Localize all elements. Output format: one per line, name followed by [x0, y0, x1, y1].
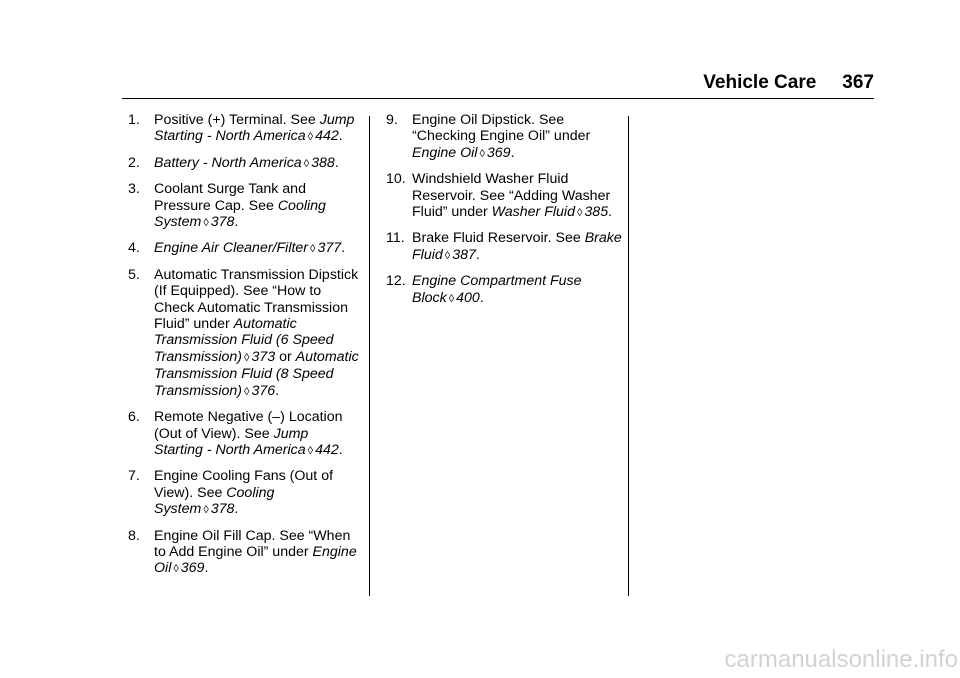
- item-description: Remote Negative (–) Location (Out of View). See: [154, 409, 343, 442]
- list-item: [128, 181, 360, 231]
- item-text: [412, 230, 622, 262]
- page-reference[interactable]: 378: [210, 501, 235, 518]
- item-number: 9.: [386, 112, 398, 128]
- page-reference[interactable]: 442: [315, 128, 339, 145]
- list-item: [128, 267, 360, 400]
- item-number: 2.: [128, 154, 140, 171]
- item-period: .: [275, 382, 280, 399]
- list-item: [128, 112, 360, 146]
- cross-reference-link[interactable]: Jump Starting - North America: [154, 112, 355, 145]
- section-title: Vehicle Care: [703, 72, 817, 93]
- page-ref-icon: ◊: [203, 504, 209, 517]
- cross-reference-link[interactable]: Cooling System: [154, 484, 275, 518]
- item-text: [412, 171, 612, 220]
- page-reference[interactable]: 373: [251, 348, 276, 365]
- item-number: 7.: [128, 468, 140, 485]
- page-ref-icon: ◊: [307, 444, 314, 457]
- page-ref-icon: ◊: [203, 217, 209, 230]
- page-ref-icon: ◊: [173, 563, 179, 576]
- cross-reference-link[interactable]: Engine Compartment Fuse Block: [412, 273, 582, 306]
- item-period: .: [234, 501, 239, 518]
- list-item: [128, 155, 360, 172]
- item-text: [154, 240, 345, 256]
- item-description: Brake Fluid Reservoir. See: [412, 230, 585, 247]
- page-reference[interactable]: 387: [452, 246, 476, 263]
- item-period: .: [510, 144, 515, 161]
- item-period: .: [341, 240, 346, 257]
- item-number: 6.: [128, 409, 140, 426]
- list-item: [386, 230, 622, 264]
- page-reference[interactable]: 377: [317, 240, 342, 257]
- cross-reference-link[interactable]: Automatic Transmission Fluid (6 Speed Transmission): [154, 316, 334, 365]
- item-description: Engine Oil Dipstick. See “Checking Engine Oil” under: [412, 112, 591, 145]
- page-reference[interactable]: 369: [180, 560, 205, 577]
- cross-reference-link[interactable]: Engine Oil: [154, 543, 357, 577]
- page-ref-icon: ◊: [479, 147, 485, 160]
- cross-reference-link[interactable]: Cooling System: [154, 197, 326, 231]
- column-divider-right: [628, 116, 629, 596]
- item-period: .: [334, 154, 339, 171]
- list-item: [128, 528, 360, 578]
- item-number: 4.: [128, 240, 140, 257]
- page-ref-icon: ◊: [303, 157, 310, 170]
- page-reference[interactable]: 388: [311, 154, 335, 171]
- item-description: Windshield Washer Fluid Reservoir. See “Adding Washer Fluid” under: [412, 171, 611, 221]
- page-reference[interactable]: 385: [584, 204, 609, 221]
- cross-reference-link[interactable]: Battery - North America: [154, 154, 302, 171]
- item-text: [154, 528, 357, 577]
- page-ref-icon: ◊: [244, 351, 250, 364]
- item-description: Engine Cooling Fans (Out of View). See: [154, 468, 334, 501]
- cross-reference-link[interactable]: Brake Fluid: [412, 230, 622, 263]
- item-period: .: [479, 289, 484, 306]
- column-left: [128, 112, 360, 587]
- list-item: [386, 273, 622, 307]
- page-ref-icon: ◊: [576, 207, 583, 220]
- item-period: .: [338, 441, 343, 458]
- item-number: 3.: [128, 181, 140, 198]
- column-middle: [386, 112, 622, 316]
- page-reference[interactable]: 369: [486, 144, 511, 161]
- item-text: [412, 112, 590, 161]
- page-header: [703, 72, 874, 94]
- page-number: 367: [842, 72, 874, 93]
- list-item: [128, 409, 360, 459]
- item-text: [154, 155, 339, 171]
- item-description: Coolant Surge Tank and Pressure Cap. See: [154, 181, 306, 214]
- list-item: [128, 240, 360, 257]
- page-ref-icon: ◊: [444, 249, 451, 262]
- item-text: [154, 468, 333, 517]
- item-period: .: [234, 214, 239, 231]
- item-number: 5.: [128, 266, 140, 283]
- cross-reference-link[interactable]: Engine Air Cleaner/Filter: [154, 240, 309, 257]
- cross-reference-link[interactable]: Engine Oil: [412, 144, 478, 161]
- page-ref-icon: ◊: [307, 131, 314, 144]
- item-number: 10.: [386, 171, 406, 188]
- item-number: 8.: [128, 527, 140, 544]
- item-text: [412, 273, 582, 305]
- cross-reference-link[interactable]: Automatic Transmission Fluid (8 Speed Transmission): [154, 348, 359, 399]
- item-period: .: [475, 246, 480, 263]
- list-item: [386, 171, 622, 221]
- item-period: .: [204, 560, 209, 577]
- item-period: .: [608, 204, 613, 221]
- page-ref-icon: ◊: [310, 243, 316, 256]
- item-number: 12.: [386, 273, 406, 290]
- page-reference[interactable]: 378: [210, 214, 235, 231]
- item-number: 1.: [128, 112, 140, 128]
- item-period: .: [338, 128, 343, 145]
- column-divider-left: [369, 116, 370, 596]
- item-text: [154, 112, 354, 144]
- cross-reference-link[interactable]: Jump Starting - North America: [154, 425, 309, 458]
- page-reference[interactable]: 376: [251, 382, 276, 399]
- item-text: [154, 267, 359, 399]
- item-number: 11.: [386, 230, 405, 247]
- header-rule: [122, 98, 874, 99]
- item-conjunction: or: [275, 348, 296, 365]
- cross-reference-link[interactable]: Washer Fluid: [491, 204, 575, 221]
- item-description: Engine Oil Fill Cap. See “When to Add Engine Oil” under: [154, 527, 351, 560]
- page-ref-icon: ◊: [448, 292, 455, 305]
- page-reference[interactable]: 400: [456, 289, 480, 306]
- list-item: [128, 468, 360, 518]
- item-text: [154, 181, 326, 230]
- item-description: Positive (+) Terminal. See: [154, 112, 320, 128]
- page-ref-icon: ◊: [244, 385, 250, 398]
- watermark: carmanualsonline.info: [724, 646, 958, 673]
- page-reference[interactable]: 442: [315, 441, 339, 458]
- item-text: [154, 409, 343, 458]
- list-item: [386, 112, 622, 162]
- item-description: Automatic Transmission Dipstick (If Equipped). See “How to Check Automatic Transmission Fluid” under: [154, 266, 359, 333]
